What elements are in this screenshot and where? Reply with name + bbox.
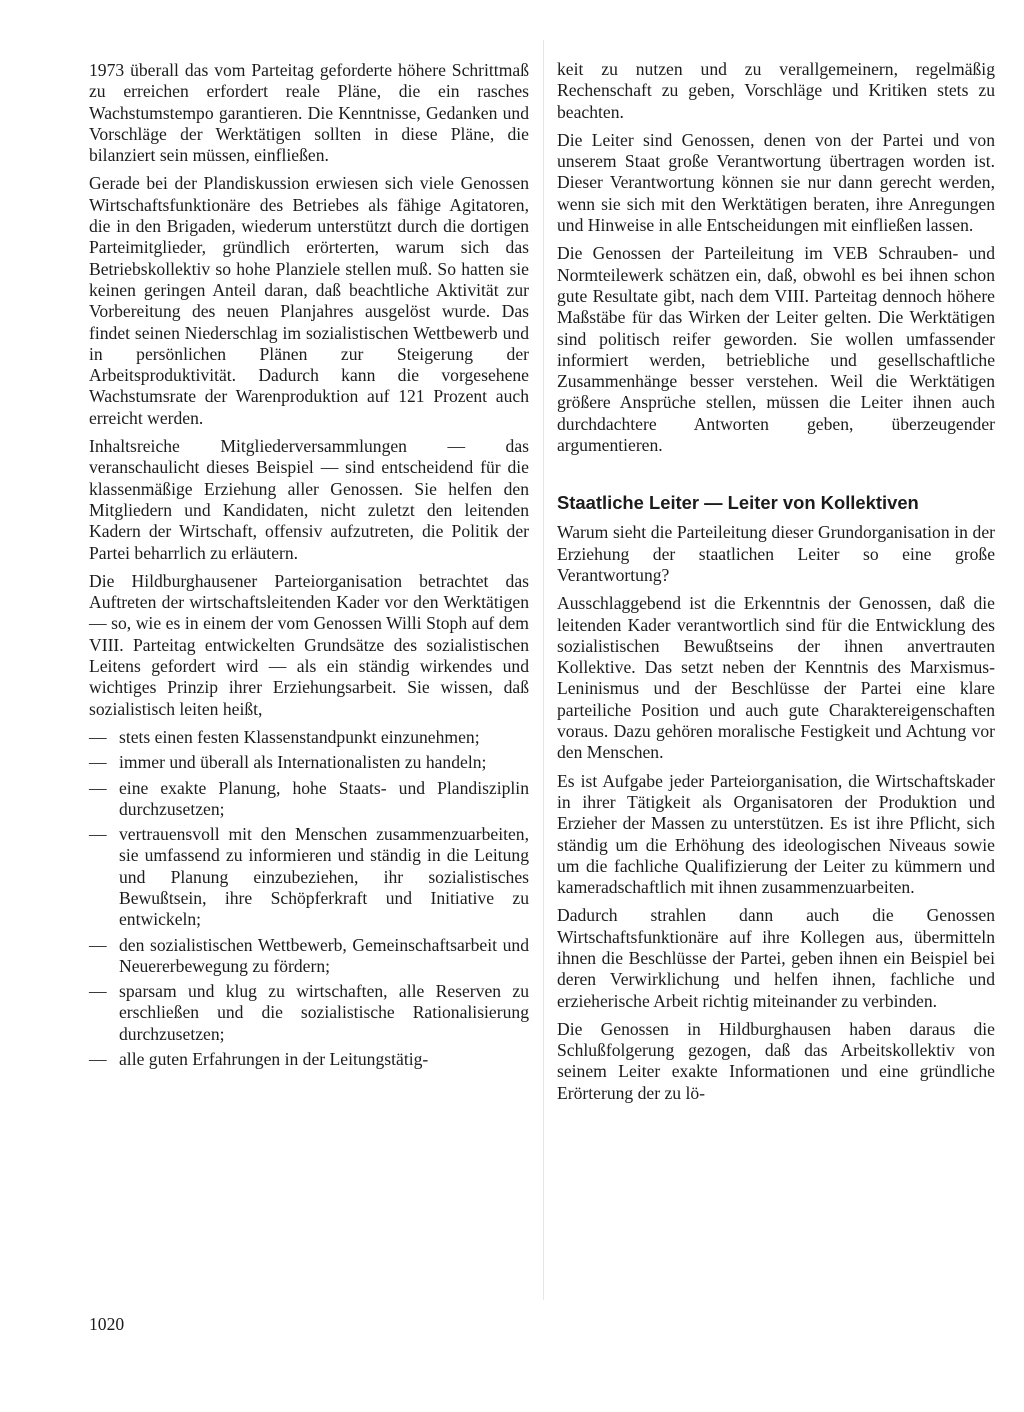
list-item xyxy=(89,824,529,930)
list-item-text: eine exakte Planung, hohe Staats- und Plandisziplin durchzusetzen; xyxy=(119,777,529,819)
page-number: 1020 xyxy=(89,1314,125,1334)
dash-marker: — xyxy=(89,777,107,798)
paragraph: Inhaltsreiche Mitgliederversammlungen — das veranschaulicht dieses Beispiel — sind entscheidend für die klassenmäßige Erziehung aller Genossen. Sie helfen den Mitgliedern und Kandidaten, nicht zuletzt den leitenden Kadern der Wirtschaft, offensiv aufzutreten, die Politik der Partei beharrlich zu erläutern. xyxy=(89,436,529,563)
list-item-text: sparsam und klug zu wirtschaften, alle Reserven zu erschließen und die sozialistische Rationalisierung durchzusetzen; xyxy=(119,981,529,1044)
list-item xyxy=(89,935,529,978)
right-column xyxy=(557,59,995,1111)
paragraph: 1973 überall das vom Parteitag geforderte höhere Schrittmaß zu erreichen erfordert reale Pläne, die ein rasches Wachstumstempo garantieren. Die Kenntnisse, Gedanken und Vorschläge der Werktätigen sollten in diese Pläne, die bilanziert sein müssen, einfließen. xyxy=(89,60,529,166)
left-column xyxy=(89,60,529,1074)
list-item-text: vertrauensvoll mit den Menschen zusammenzuarbeiten, sie umfassend zu informieren und ständig in die Leitung und Planung einzubeziehen, ihr sozialistisches Bewußtsein, ihre Schöpferkraft und Initiative zu entwickeln; xyxy=(119,824,529,930)
principles-list xyxy=(89,727,529,1070)
list-item-text: immer und überall als Internationalisten zu handeln; xyxy=(119,752,487,773)
list-item xyxy=(89,1049,529,1070)
paragraph: Ausschlaggebend ist die Erkenntnis der Genossen, daß die leitenden Kader verantwortlich sind für die Entwicklung des sozialistischen Bewußtseins der ihnen anvertrauten Kollektive. Das setzt neben der Kenntnis des Marxismus-Leninismus und der Beschlüsse der Partei eine klare parteiliche Position und auch gute Charaktereigenschaften voraus. Dazu gehören moralische Festigkeit und Achtung vor den Menschen. xyxy=(557,593,995,763)
paragraph: Warum sieht die Parteileitung dieser Grundorganisation in der Erziehung der staatlichen Leiter so eine große Verantwortung? xyxy=(557,522,995,585)
dash-marker: — xyxy=(89,726,107,747)
continued-paragraph: keit zu nutzen und zu verallgemeinern, regelmäßig Rechenschaft zu geben, Vorschläge und Kritiken stets zu beachten. xyxy=(557,59,995,122)
dash-marker: — xyxy=(89,752,107,773)
list-item xyxy=(89,778,529,821)
paragraph: Gerade bei der Plandiskussion erwiesen sich viele Genossen Wirtschaftsfunktionäre des Betriebes als fähige Agitatoren, die in den Brigaden, wiederum unterstützt durch die dortigen Parteimitglieder, gründlich erörterten, warum sich das Betriebskollektiv so hohe Planziele stellen muß. So hatten sie keinen geringen Anteil daran, daß beachtliche Aktivität zur Vorbereitung des neuen Planjahres ausgelöst wurde. Das findet seinen Niederschlag im sozialistischen Wettbewerb und in persönlichen Plänen zur Steigerung der Arbeitsproduktivität. Dadurch kann die vorgesehene Wachstumsrate der Warenproduktion auf 121 Prozent auch erreicht werden. xyxy=(89,173,529,428)
list-item xyxy=(89,752,529,773)
dash-marker: — xyxy=(89,824,107,845)
paragraph: Es ist Aufgabe jeder Parteiorganisation, die Wirtschaftskader in ihrer Tätigkeit als Organisatoren der Produktion und Erzieher der Massen zu unterstützen. Es ist ihre Pflicht, sich ständig um die Erhöhung des ideologischen Niveaus sowie um die fachliche Qualifizierung der Leiter zu kümmern und kameradschaftlich mit ihnen zusammenzuarbeiten. xyxy=(557,770,995,898)
dash-marker: — xyxy=(89,981,107,1002)
list-item-text: alle guten Erfahrungen in der Leitungstätig- xyxy=(119,1049,429,1070)
list-item xyxy=(89,981,529,1045)
list-item-text: den sozialistischen Wettbewerb, Gemeinschaftsarbeit und Neuererbewegung zu fördern; xyxy=(119,934,529,976)
paragraph: Dadurch strahlen dann auch die Genossen Wirtschaftsfunktionäre auf ihre Kollegen aus, übermitteln ihnen die Beschlüsse der Partei, geben ihnen ein Beispiel bei deren Verwirklichung und helfen ihnen, fachliche und erzieherische Arbeit richtig miteinander zu verbinden. xyxy=(557,905,995,1011)
paragraph: Die Genossen der Parteileitung im VEB Schrauben- und Normteilewerk schätzen ein, daß, obwohl es bei ihnen schon gute Resultate gibt, nach dem VIII. Parteitag dennoch höhere Maßstäbe für das Wirken der Leiter gelten. Die Werktätigen sind politisch reifer geworden. Sie wollen umfassender informiert werden, betriebliche und gesellschaftliche Zusammenhänge besser verstehen. Weil die Werktätigen größere Ansprüche stellen, müssen die Leiter ihnen auch durchdachtere Antworten geben, überzeugender argumentieren. xyxy=(557,243,995,456)
dash-marker: — xyxy=(89,934,107,955)
list-item-text: stets einen festen Klassenstandpunkt einzunehmen; xyxy=(119,726,480,747)
paragraph: Die Hildburghausener Parteiorganisation betrachtet das Auftreten der wirtschaftsleitenden Kader vor den Werktätigen — so, wie es in einem der vom Genossen Willi Stoph auf dem VIII. Parteitag entwickelten Grundsätze des sozialistischen Leitens gefordert wird — als ein ständig wirkendes und wichtiges Prinzip ihrer Erziehungsarbeit. Sie wissen, daß sozialistisch leiten heißt, xyxy=(89,570,529,719)
dash-marker: — xyxy=(89,1049,107,1070)
section-heading: Staatliche Leiter — Leiter von Kollektiven xyxy=(557,492,919,514)
list-item xyxy=(89,727,529,748)
column-divider xyxy=(543,40,544,1300)
paragraph: Die Leiter sind Genossen, denen von der Partei und von unserem Staat große Verantwortung übertragen worden ist. Dieser Verantwortung können sie nur dann gerecht werden, wenn sie sich mit den Werktätigen beraten, ihre Anregungen und Hinweise in alle Entscheidungen mit einfließen lassen. xyxy=(557,129,995,236)
paragraph: Die Genossen in Hildburghausen haben daraus die Schlußfolgerung gezogen, daß das Arbeitskollektiv von seinem Leiter exakte Informationen und eine gründliche Erörterung der zu lö- xyxy=(557,1018,995,1103)
